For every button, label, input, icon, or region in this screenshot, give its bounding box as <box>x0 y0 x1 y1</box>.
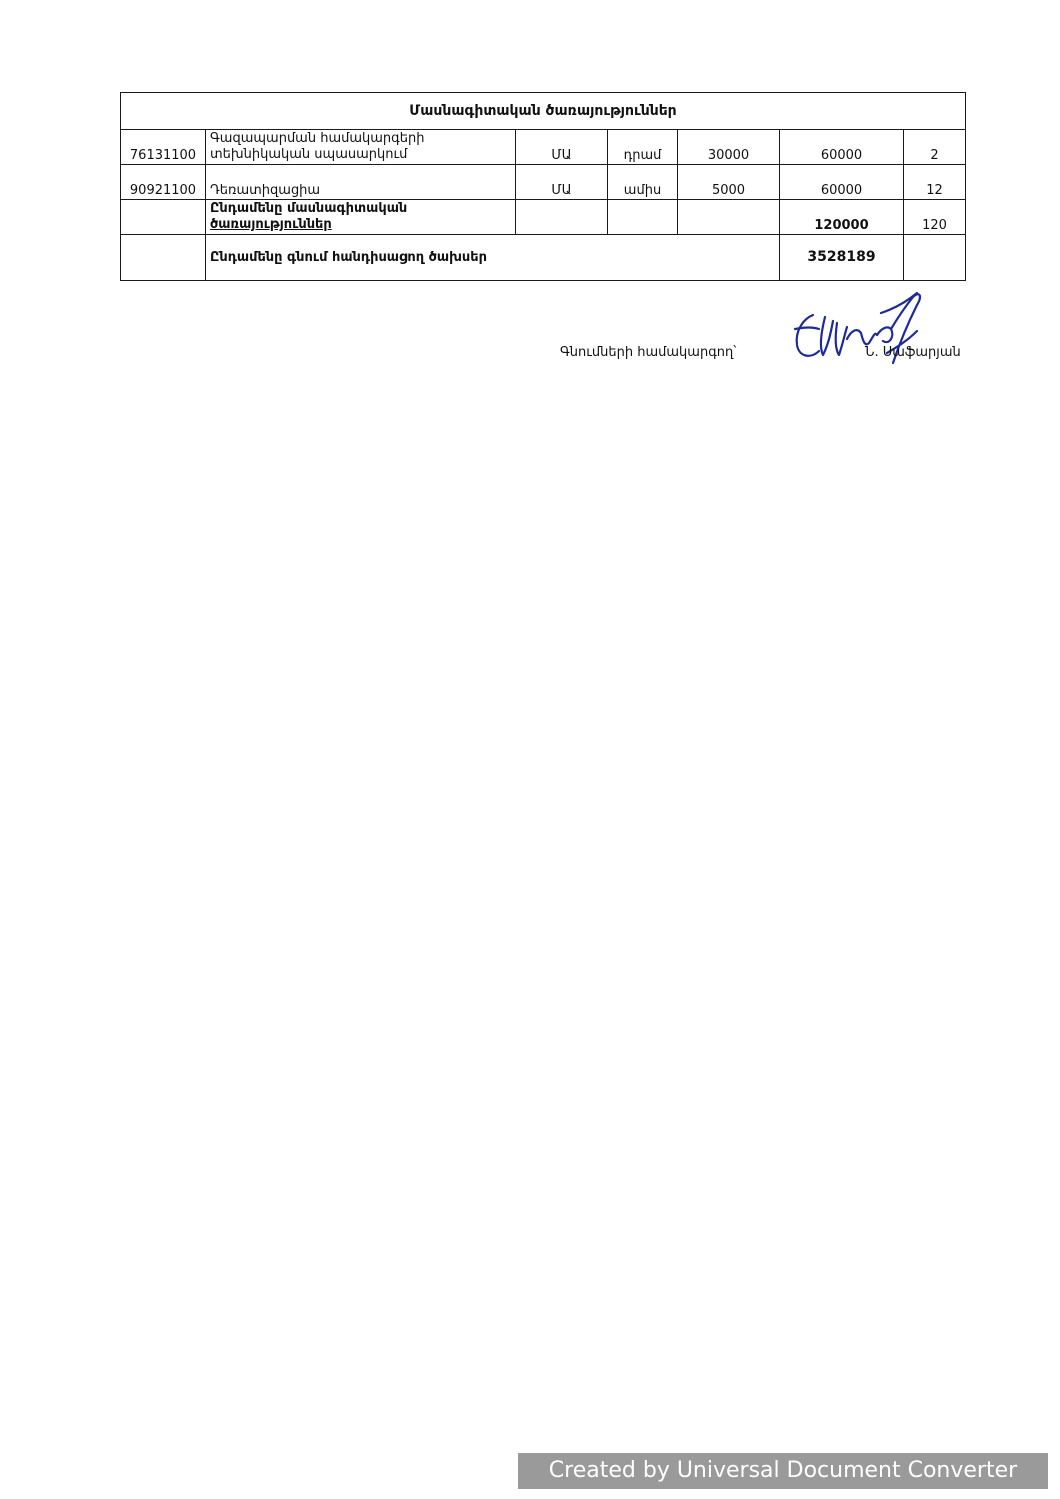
row-qty: 12 <box>904 165 966 200</box>
row-total: 60000 <box>780 165 904 200</box>
signatory-role: Գնումների համակարգող՝ <box>560 345 737 360</box>
row-measure: դրամ <box>608 130 678 165</box>
subtotal-qty: 120 <box>904 200 966 235</box>
grand-total-value: 3528189 <box>780 235 904 281</box>
subtotal-empty-cell <box>121 200 206 235</box>
row-qty: 2 <box>904 130 966 165</box>
row-price: 5000 <box>678 165 780 200</box>
row-name-line1: Գազապարման համակարգերի <box>210 131 425 146</box>
row-code: 76131100 <box>121 130 206 165</box>
row-unit: ՄԱ <box>516 130 608 165</box>
subtotal-empty-cell <box>678 200 780 235</box>
row-measure: ամիս <box>608 165 678 200</box>
row-price: 30000 <box>678 130 780 165</box>
row-total: 60000 <box>780 130 904 165</box>
section-header: Մասնագիտական ծառայություններ <box>121 93 966 130</box>
row-name: Դեռատիզացիա <box>206 165 516 200</box>
subtotal-empty-cell <box>516 200 608 235</box>
grand-total-empty-cell <box>904 235 966 281</box>
row-name <box>206 130 516 165</box>
converter-watermark: Created by Universal Document Converter <box>518 1453 1048 1489</box>
subtotal-label <box>206 200 516 235</box>
grand-total-label: Ընդամենը գնում հանդիսացող ծախսեր <box>206 235 780 281</box>
subtotal-label-line2: ծառայություններ <box>210 217 332 232</box>
subtotal-row <box>121 200 966 235</box>
procurement-table <box>120 92 966 281</box>
table-row <box>121 130 966 165</box>
grand-total-empty-cell <box>121 235 206 281</box>
subtotal-total: 120000 <box>780 200 904 235</box>
row-name-line2: տեխնիկական սպասարկում <box>210 147 408 162</box>
grand-total-row <box>121 235 966 281</box>
section-header-row <box>121 93 966 130</box>
row-unit: ՄԱ <box>516 165 608 200</box>
signature-block <box>560 283 980 383</box>
table-row <box>121 165 966 200</box>
row-code: 90921100 <box>121 165 206 200</box>
subtotal-label-line1: Ընդամենը մասնագիտական <box>210 201 408 216</box>
signatory-name: Ն. Սաֆարյան <box>865 345 961 360</box>
subtotal-empty-cell <box>608 200 678 235</box>
handwritten-signature <box>785 283 935 378</box>
